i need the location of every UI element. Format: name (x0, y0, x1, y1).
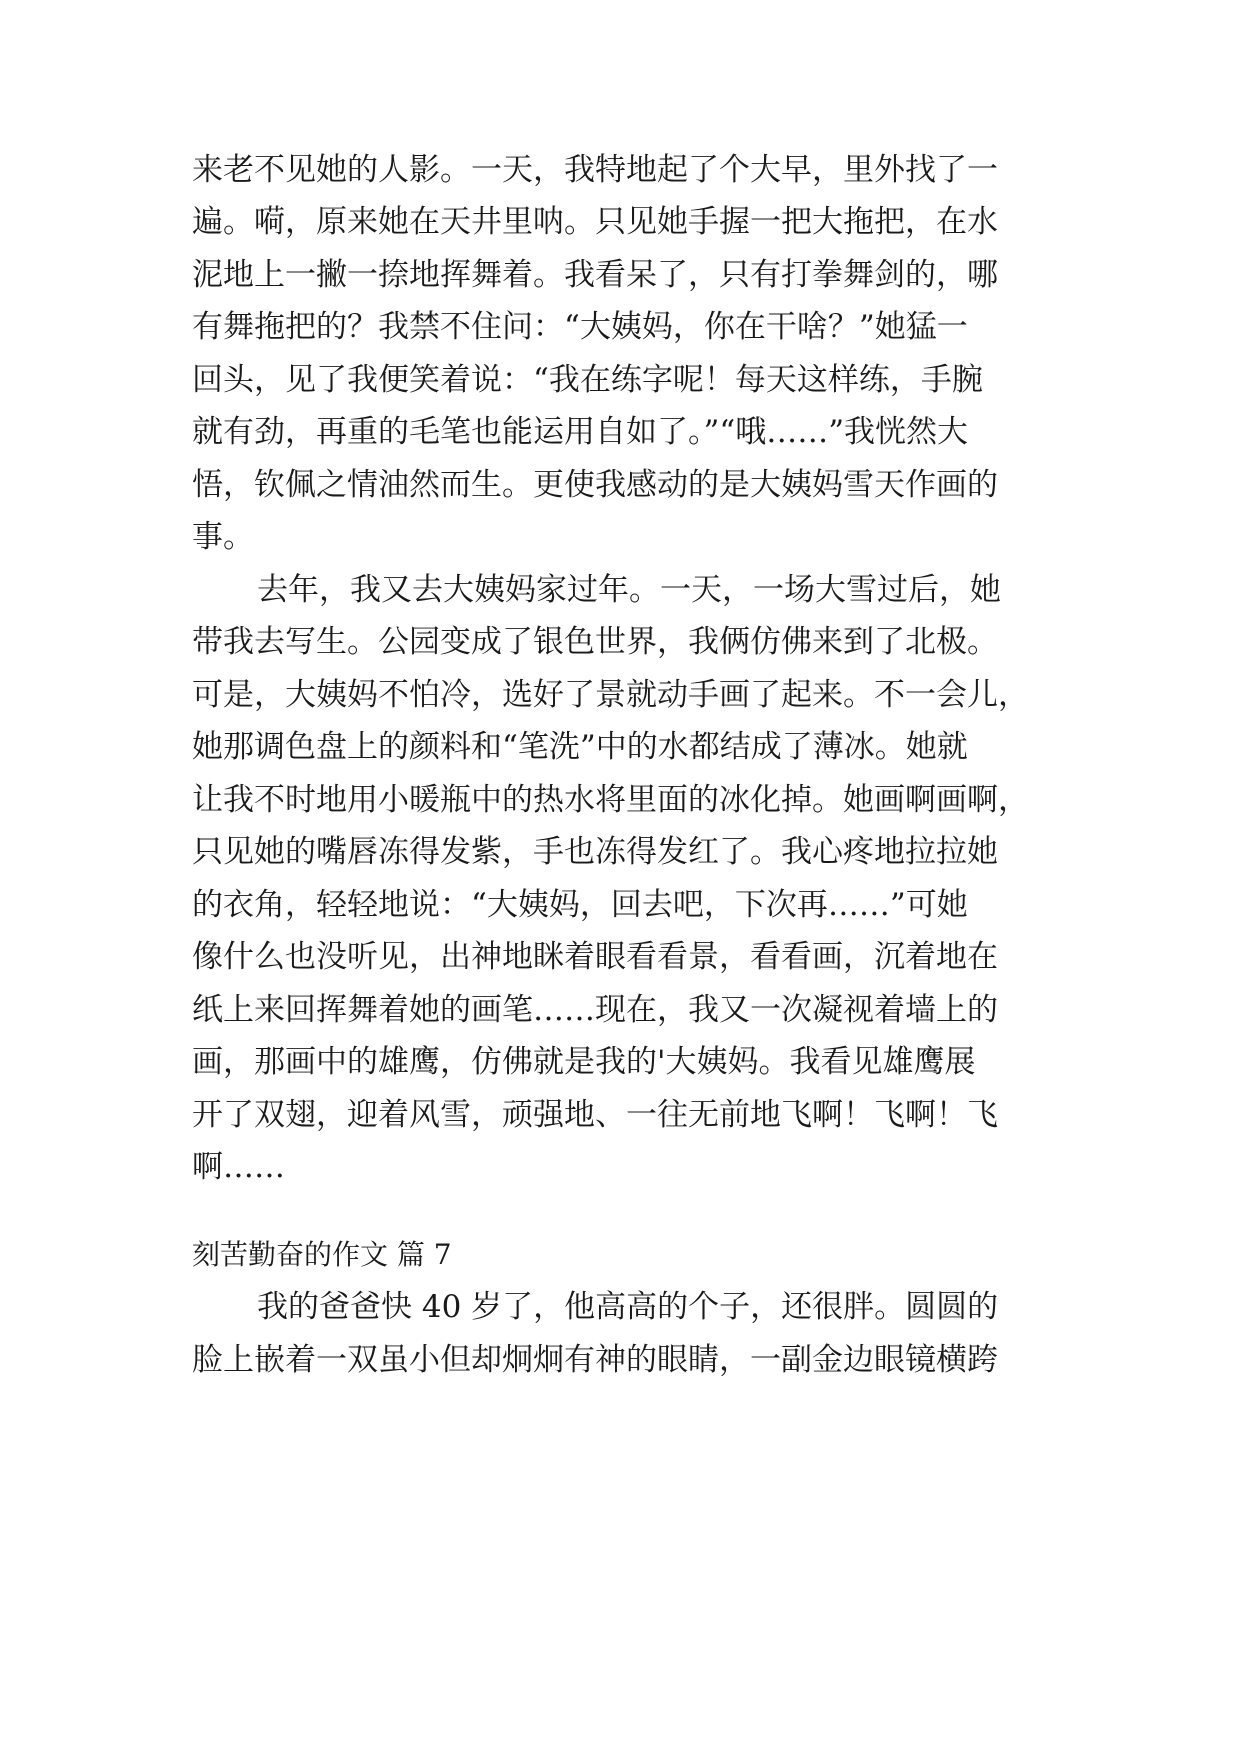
text-line: 遍。嗬，原来她在天井里呐。只见她手握一把大拖把，在水 (192, 204, 998, 240)
text-line: 的衣角，轻轻地说：“大姨妈，回去吧，下次再……”可她 (192, 887, 968, 923)
text-line: 来老不见她的人影。一天，我特地起了个大早，里外找了一 (192, 152, 998, 188)
text-line: 泥地上一撇一捺地挥舞着。我看呆了，只有打拳舞剑的，哪 (192, 257, 998, 293)
text-line: 纸上来回挥舞着她的画笔……现在，我又一次凝视着墙上的 (192, 992, 998, 1028)
text-line: 开了双翅，迎着风雪，顽强地、一往无前地飞啊！飞啊！飞 (192, 1097, 998, 1133)
text-line: 只见她的嘴唇冻得发紫，手也冻得发红了。我心疼地拉拉她 (192, 834, 998, 870)
text-line: 带我去写生。公园变成了银色世界，我俩仿佛来到了北极。 (192, 624, 998, 660)
text-line: 可是，大姨妈不怕冷，选好了景就动手画了起来。不一会儿， (192, 677, 1029, 713)
section-heading: 刻苦勤奋的作文 篇 7 (192, 1238, 452, 1271)
text-line: 像什么也没听见，出神地眯着眼看看景，看看画，沉着地在 (192, 939, 998, 975)
text-line: 事。 (192, 519, 254, 555)
text-line: 画，那画中的雄鹰，仿佛就是我的'大姨妈。我看见雄鹰展 (192, 1044, 976, 1080)
text-line: 悟，钦佩之情油然而生。更使我感动的是大姨妈雪天作画的 (192, 467, 998, 503)
text-line: 啊…… (192, 1149, 285, 1185)
text-line: 去年，我又去大姨妈家过年。一天，一场大雪过后，她 (257, 572, 1001, 608)
text-line: 我的爸爸快 40 岁了，他高高的个子，还很胖。圆圆的 (257, 1289, 999, 1325)
text-line: 有舞拖把的？我禁不住问：“大姨妈，你在干啥？”她猛一 (192, 309, 968, 345)
text-line: 让我不时地用小暖瓶中的热水将里面的冰化掉。她画啊画啊， (192, 782, 1029, 818)
text-line: 就有劲，再重的毛笔也能运用自如了。”“哦……”我恍然大 (192, 414, 969, 450)
text-line: 回头，见了我便笑着说：“我在练字呢！每天这样练，手腕 (192, 362, 983, 398)
text-line: 她那调色盘上的颜料和“笔洗”中的水都结成了薄冰。她就 (192, 729, 968, 765)
text-line: 脸上嵌着一双虽小但却炯炯有神的眼睛，一副金边眼镜横跨 (192, 1342, 998, 1378)
